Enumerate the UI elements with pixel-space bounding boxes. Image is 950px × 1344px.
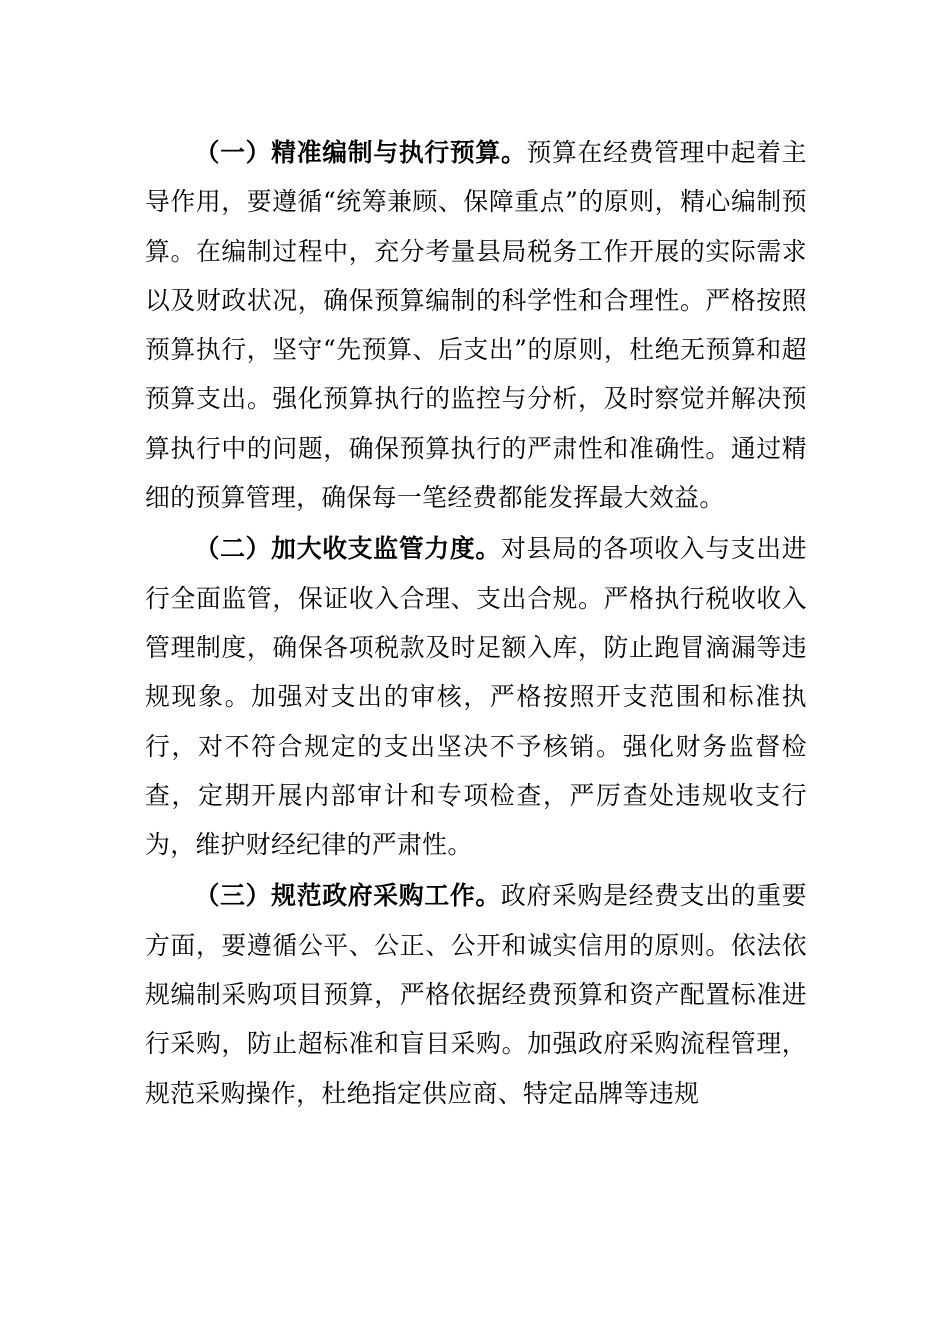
paragraph-heading: （一）精准编制与执行预算。: [194, 138, 527, 167]
document-body: [145, 128, 807, 1120]
paragraph-budget: [145, 128, 807, 522]
paragraph-text: 政府采购是经费支出的重要方面，要遵循公平、公正、公开和诚实信用的原则。依法依规编制采购项目预算，严格依据经费预算和资产配置标准进行采购，防止超标准和盲目采购。加强政府采购流程管理，规范采购操作，杜绝指定供应商、特定品牌等违规: [145, 881, 807, 1108]
paragraph-text: 预算在经费管理中起着主导作用，要遵循“统筹兼顾、保障重点”的原则，精心编制预算。在编制过程中，充分考量县局税务工作开展的实际需求以及财政状况，确保预算编制的科学性和合理性。严格按照预算执行，坚守“先预算、后支出”的原则，杜绝无预算和超预算支出。强化预算执行的监控与分析，及时察觉并解决预算执行中的问题，确保预算执行的严肃性和准确性。通过精细的预算管理，确保每一笔经费都能发挥最大效益。: [145, 138, 808, 513]
paragraph-procurement: [145, 871, 807, 1117]
paragraph-heading: （二）加大收支监管力度。: [194, 534, 501, 564]
paragraph-text: 对县局的各项收入与支出进行全面监管，保证收入合理、支出合规。严格执行税收收入管理制度，确保各项税款及时足额入库，防止跑冒滴漏等违规现象。加强对支出的审核，严格按照开支范围和标准执行，对不符合规定的支出坚决不予核销。强化财务监督检查，定期开展内部审计和专项检查，严厉查处违规收支行为，维护财经纪律的严肃性。: [145, 534, 807, 860]
paragraph-heading: （三）规范政府采购工作。: [194, 881, 501, 911]
paragraph-supervision: [145, 524, 807, 869]
